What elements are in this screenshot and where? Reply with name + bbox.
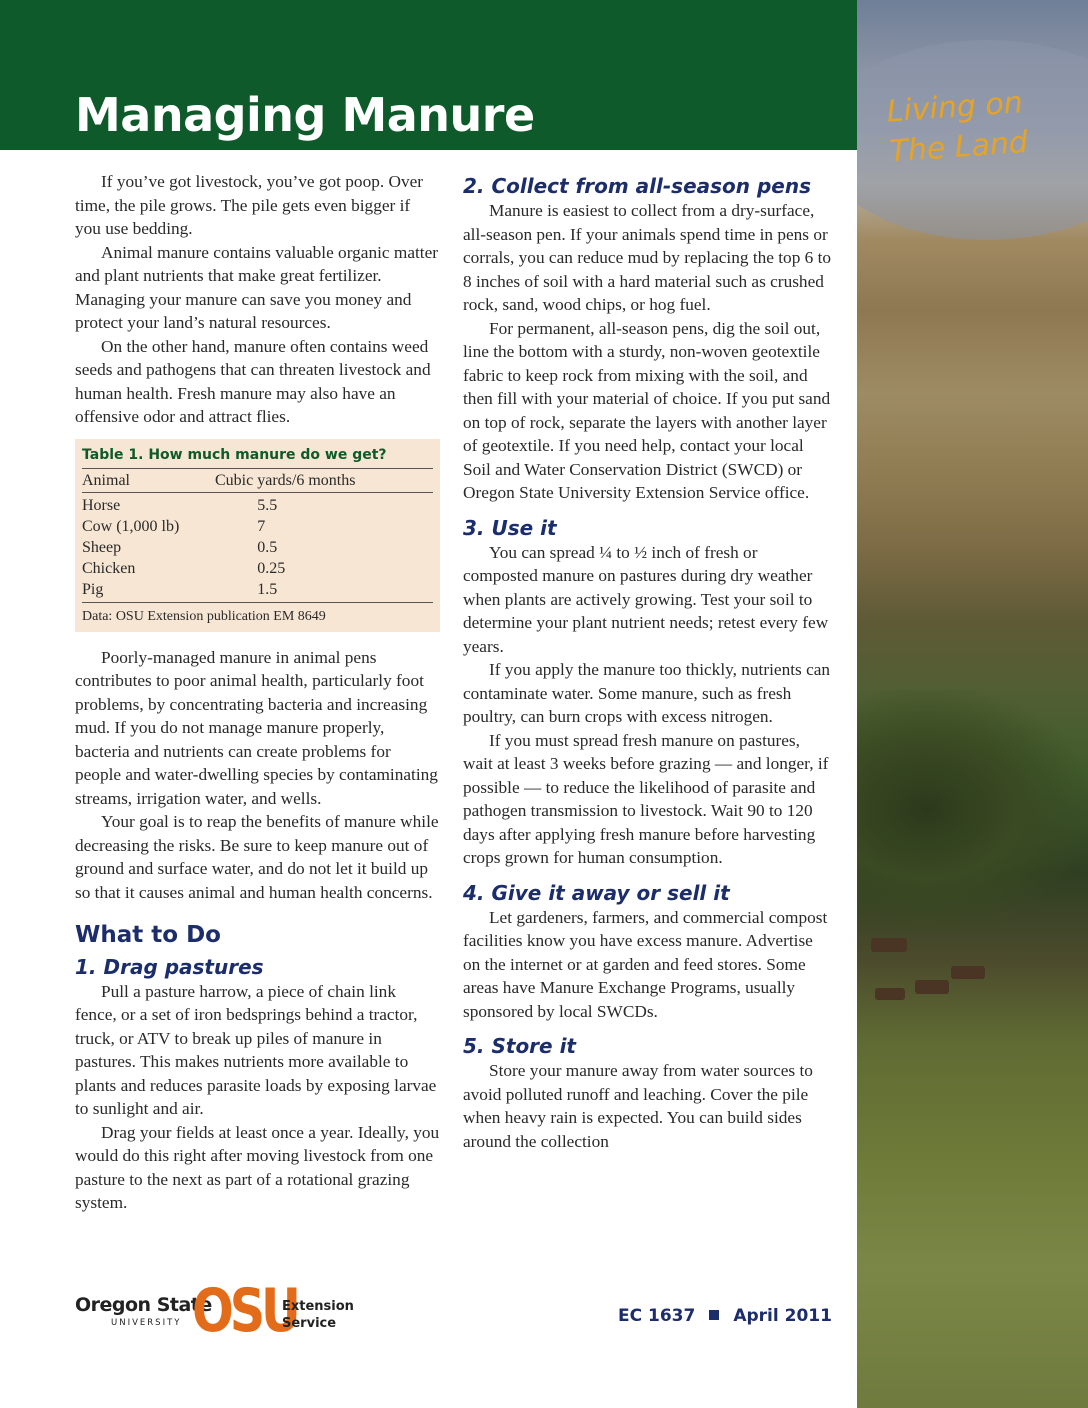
square-bullet-icon <box>709 1310 719 1320</box>
subheading-store-it: 5. Store it <box>463 1034 576 1058</box>
cow-figure <box>871 938 907 952</box>
table-header-row <box>82 469 433 493</box>
table-row <box>82 537 433 558</box>
table-cell-volume: 1.5 <box>257 580 278 598</box>
table-cell-animal: Horse <box>82 496 121 514</box>
tagline-line1: Living on <box>885 85 1024 130</box>
cow-figure <box>915 980 949 994</box>
tagline-line2: The Land <box>888 124 1029 170</box>
body-paragraph: You can spread ¼ to ½ inch of fresh or composted manure on pastures during dry weather when plants are actively growing. Test your soil to determine your plant nutrient needs; retest every few years. <box>463 542 829 656</box>
cow-figure <box>875 988 905 1000</box>
logo-university: UNIVERSITY <box>111 1318 182 1328</box>
subheading-collect-pens: 2. Collect from all-season pens <box>463 174 811 198</box>
logo-extension-service <box>282 1298 354 1332</box>
manure-table <box>75 439 440 632</box>
body-paragraph: Poorly-managed manure in animal pens contributes to poor animal health, particularly foot problems, by concentrating bacteria and increasing mud. If you do not manage manure properly, bacteria and nutrients can create problems for people and water-dwelling species by contaminating streams, irrigation water, and wells. <box>75 647 438 808</box>
page-title: Managing Manure <box>75 88 535 142</box>
table-cell-animal: Chicken <box>82 559 136 577</box>
section-heading-what-to-do: What to Do <box>75 922 221 948</box>
table-cell-volume: 0.25 <box>257 559 286 577</box>
body-paragraph: If you apply the manure too thickly, nutrients can contaminate water. Some manure, such as fresh poultry, can burn crops with excess nitrogen. <box>463 660 831 726</box>
subheading-use-it: 3. Use it <box>463 515 557 540</box>
subheading-give-away: 4. Give it away or sell it <box>463 880 730 905</box>
logo-service: Service <box>282 1316 337 1331</box>
logo-osu-mark: OSU <box>192 1276 297 1346</box>
table-cell-volume: 0.5 <box>257 538 278 556</box>
left-column <box>75 170 440 1215</box>
intro-paragraph: On the other hand, manure often contains weed seeds and pathogens that can threaten livestock and human health. Fresh manure may also have an offensive odor and attract flies. <box>75 336 431 426</box>
osu-extension-logo <box>75 1276 375 1346</box>
table-row <box>82 579 433 600</box>
body-paragraph: Pull a pasture harrow, a piece of chain link fence, or a set of iron bedsprings behind a tractor, truck, or ATV to break up piles of manure in pastures. This makes nutrients more available to plants and reduces parasite loads by exposing larvae to sunlight and air. <box>75 981 437 1118</box>
publication-footer <box>618 1306 832 1326</box>
logo-oregon-state: Oregon State <box>75 1294 212 1316</box>
subheading-drag-pastures: 1. Drag pastures <box>75 954 264 979</box>
logo-extension: Extension <box>282 1299 354 1314</box>
tagline <box>885 79 1080 172</box>
table-row <box>82 495 433 516</box>
table-row <box>82 558 433 579</box>
table-caption: Table 1. How much manure do we get? <box>82 445 433 469</box>
table-cell-animal: Sheep <box>82 538 122 556</box>
body-paragraph: Your goal is to reap the benefits of manure while decreasing the risks. Be sure to keep manure out of ground and surface water, and do not let it build up so that it causes animal and human health concerns. <box>75 812 439 902</box>
right-column <box>463 170 833 1153</box>
table-header-animal: Animal <box>82 471 130 489</box>
table-header-volume: Cubic yards/6 months <box>215 471 356 489</box>
cow-figure <box>951 966 985 979</box>
body-paragraph: Store your manure away from water sources to avoid polluted runoff and leaching. Cover the pile when heavy rain is expected. You can build sides around the collection <box>463 1061 813 1151</box>
table-row <box>82 516 433 537</box>
table-cell-animal: Pig <box>82 580 104 598</box>
table-cell-volume: 7 <box>257 517 266 535</box>
photo-trees <box>857 690 1088 930</box>
body-paragraph: Let gardeners, farmers, and commercial compost facilities know you have excess manure. Advertise on the internet or at garden and feed stores. Some areas have Manure Exchange Programs, usually sponsored by local SWCDs. <box>463 907 828 1021</box>
intro-paragraph: Animal manure contains valuable organic matter and plant nutrients that make great fertilizer. Managing your manure can save you money and protect your land’s natural resources. <box>75 242 439 332</box>
body-paragraph: Manure is easiest to collect from a dry-surface, all-season pen. If your animals spend time in pens or corrals, you can reduce mud by replacing the top 6 to 8 inches of soil with a hard material such as crushed rock, sand, wood chips, or hog fuel. <box>463 201 832 314</box>
table-body <box>82 493 433 603</box>
body-paragraph: For permanent, all-season pens, dig the soil out, line the bottom with a sturdy, non-woven geotextile fabric to keep rock from mixing with the soil, and then fill with your material of choice. If you put sand on top of rock, separate the layers with another layer of geotextile. If you need help, contact your local Soil and Water Conservation District (SWCD) or Oregon State University Extension Service office. <box>463 318 831 502</box>
publication-code: EC 1637 <box>618 1306 696 1326</box>
intro-paragraph: If you’ve got livestock, you’ve got poop. Over time, the pile grows. The pile gets even bigger if you use bedding. <box>75 172 424 238</box>
table-cell-animal: Cow (1,000 lb) <box>82 517 180 535</box>
landscape-photo <box>857 0 1088 1408</box>
body-paragraph: If you must spread fresh manure on pastures, wait at least 3 weeks before grazing — and longer, if possible — to reduce the likelihood of parasite and pathogen transmission to livestock. Wait 90 to 120 days after applying fresh manure before harvesting crops grown for human consumption. <box>463 730 829 867</box>
table-cell-volume: 5.5 <box>257 496 278 514</box>
table-source-note: Data: OSU Extension publication EM 8649 <box>82 608 326 624</box>
publication-date: April 2011 <box>733 1306 832 1326</box>
body-paragraph: Drag your fields at least once a year. Ideally, you would do this right after moving livestock from one pasture to the next as part of a rotational grazing system. <box>75 1122 440 1212</box>
